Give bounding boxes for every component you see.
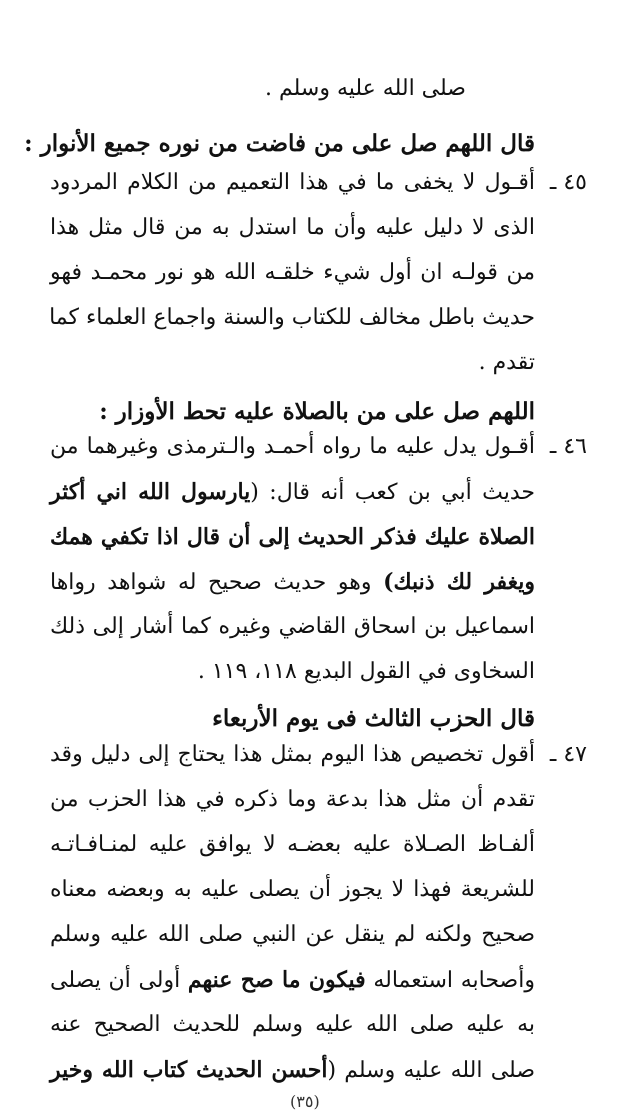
item-46-line-1: أقـول يدل عليه ما رواه أحمـد والـترمذى وغيرهما من xyxy=(50,434,535,459)
item-47-number: ٤٧ ـ xyxy=(549,742,587,767)
item-46-line-4-plain: وهو حديث صحيح له شواهد رواها xyxy=(50,570,384,595)
item-45-line-1: أقـول لا يخفى ما في هذا التعميم من الكلام المردود xyxy=(50,170,535,195)
heading-2: اللهم صل على من بالصلاة عليه تحط الأوزار : xyxy=(99,398,535,425)
item-45-line-5: تقدم . xyxy=(478,350,535,375)
item-47-line-6-plain-2: أولى أن يصلى xyxy=(50,968,188,993)
item-47-line-8-plain: صلى الله عليه وسلم ( xyxy=(327,1058,536,1083)
item-47-line-3: ألفـاظ الصـلاة عليه بعضـه لا يوافق عليه لمنـافـاتـه xyxy=(50,832,535,857)
item-45-number: ٤٥ ـ xyxy=(549,170,587,195)
item-47-line-7: به عليه صلى الله عليه وسلم للحديث الصحيح عنه xyxy=(50,1012,535,1037)
item-46-line-2-bold: يارسول الله اني أكثر xyxy=(50,479,251,505)
item-47-line-6-bold: فيكون ما صح عنهم xyxy=(187,967,366,993)
item-46-line-3: الصلاة عليك فذكر الحديث إلى أن قال اذا تكفي همك xyxy=(50,524,535,550)
heading-3: قال الحزب الثالث فى يوم الأربعاء xyxy=(212,705,535,732)
top-line: صلى الله عليه وسلم . xyxy=(265,76,466,101)
page-number: (٣٥) xyxy=(290,1092,320,1111)
item-47-line-2: تقدم أن مثل هذا بدعة وما ذكره في هذا الحزب من xyxy=(50,787,535,812)
item-47-line-6 xyxy=(50,963,535,997)
item-47-line-1: أقول تخصيص هذا اليوم بمثل هذا يحتاج إلى دليل وقد xyxy=(50,742,535,767)
heading-1: قال اللهم صل على من فاضت من نوره جميع الأنوار : xyxy=(24,130,535,157)
item-46-line-2-plain: حديث أبي بن كعب أنه قال: ( xyxy=(250,480,535,505)
item-45-line-4: حديث باطل مخالف للكتاب والسنة واجماع العلماء كما xyxy=(49,305,535,330)
item-47-line-8-bold: أحسن الحديث كتاب الله وخير xyxy=(50,1057,328,1083)
item-47-line-8 xyxy=(50,1053,535,1087)
item-46-line-4 xyxy=(50,565,535,599)
item-47-line-5: صحيح ولكنه لم ينقل عن النبي صلى الله عليه وسلم xyxy=(50,922,535,947)
item-45-line-3: من قولـه ان أول شيء خلقـه الله هو نور محمـد فهو xyxy=(50,260,535,285)
item-47-line-6-plain: وأصحابه استعماله xyxy=(365,968,535,993)
item-46-line-5: اسماعيل بن اسحاق القاضي وغيره كما أشار إلى ذلك xyxy=(50,614,535,639)
item-46-line-4-bold: ويغفر لك ذنبك) xyxy=(383,569,535,595)
item-45-line-2: الذى لا دليل عليه وأن ما استدل به من قال مثل هذا xyxy=(50,215,535,240)
item-46-number: ٤٦ ـ xyxy=(549,434,587,459)
item-46-line-6: السخاوى في القول البديع ١١٨، ١١٩ . xyxy=(197,659,535,684)
item-47-line-4: للشريعة فهذا لا يجوز أن يصلى عليه به وبعضه معناه xyxy=(50,877,535,902)
item-46-line-2 xyxy=(50,475,535,509)
